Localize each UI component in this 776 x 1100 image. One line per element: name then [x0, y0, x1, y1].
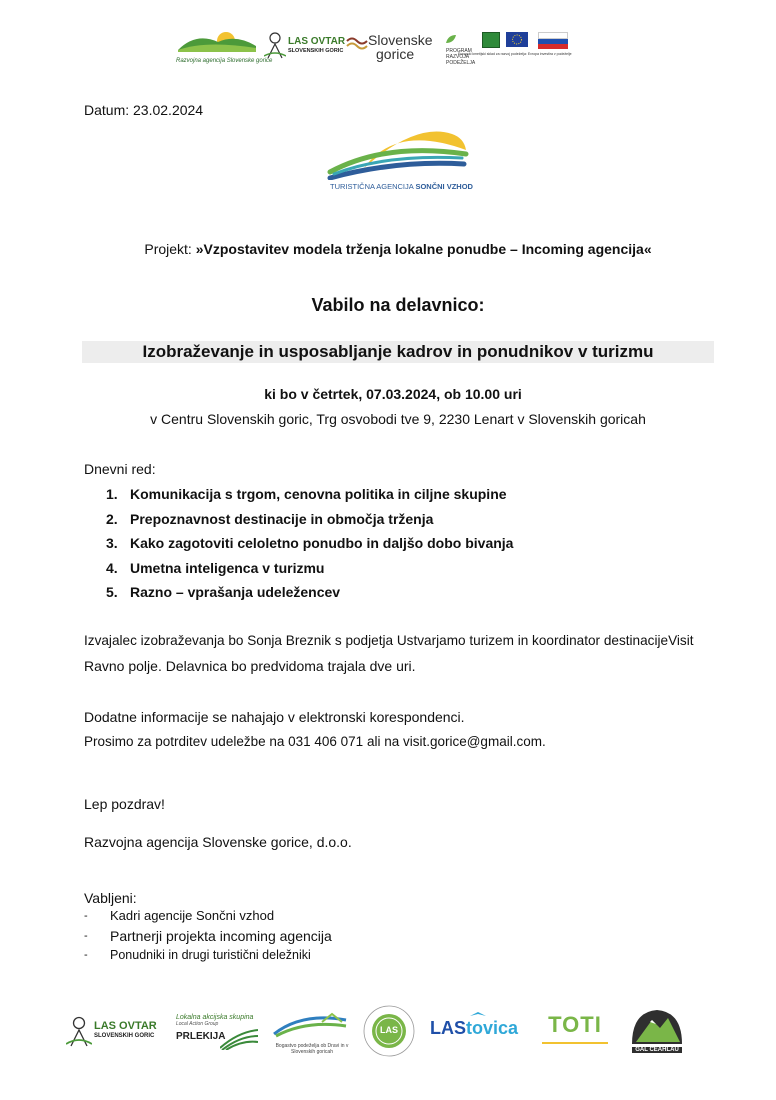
- swallow-icon: [470, 1012, 486, 1020]
- footer-las-ovtar-sub: SLOVENSKIH GORIC: [94, 1033, 155, 1039]
- project-line: [0, 240, 776, 258]
- greeting: Lep pozdrav!: [84, 796, 165, 812]
- toti-underline: [542, 1042, 608, 1044]
- signature: Razvojna agencija Slovenske gorice, d.o.o.: [84, 834, 352, 850]
- header-logos: [176, 26, 576, 66]
- slovenske-gorice-line1: Slovenske: [368, 32, 433, 48]
- sunrise-icon: [326, 128, 472, 180]
- invited-label: Vabljeni:: [84, 890, 137, 906]
- figure-icon: [264, 32, 286, 60]
- prlekija-logo: [176, 1014, 266, 1054]
- agenda-label: Dnevni red:: [84, 461, 156, 477]
- hills-icon: [176, 28, 258, 52]
- leaf-icon: [446, 35, 456, 43]
- agenda-item: [106, 485, 706, 510]
- agenda-item-num: 5.: [106, 584, 118, 600]
- ceahlau-text: GAL CEAHLĂU: [632, 1047, 682, 1053]
- invited-item-text: Ponudniki in drugi turistični deležniki: [110, 948, 311, 962]
- ra-slogan: Razvojna agencija Slovenske gorice: [176, 58, 273, 64]
- ra-slovenske-gorice-logo: [176, 28, 273, 64]
- agenda-item-num: 2.: [106, 510, 118, 527]
- program-text: PROGRAM RAZVOJA PODEŽELJA: [446, 48, 476, 66]
- agenda-item: [106, 583, 706, 608]
- agenda-item: [106, 534, 706, 559]
- drava-text: Bogastvo podeželja ob Dravi in v Slovenskih goricah: [275, 1043, 349, 1055]
- invitation-heading: Vabilo na delavnico:: [311, 295, 485, 315]
- agenda-item-num: 1.: [106, 486, 118, 502]
- prlekija-name: PRLEKIJA: [176, 1031, 226, 1042]
- confirm-line: Prosimo za potrditev udeležbe na 031 406 071 ali na visit.gorice@gmail.com.: [84, 734, 546, 749]
- slovenske-gorice-logo: [346, 30, 438, 62]
- footer-las-ovtar-logo: [66, 1016, 162, 1048]
- las-circle-text: LAS: [380, 1025, 398, 1035]
- invited-item: - Ponudniki in drugi turistični deležniki: [84, 946, 484, 966]
- project-label: Projekt:: [144, 241, 196, 257]
- las-ovtar-logo: [264, 32, 346, 62]
- agenda-item: [106, 559, 706, 584]
- prlekija-line2: Local Action Group: [176, 1021, 219, 1027]
- agency-logo: [326, 128, 472, 194]
- workshop-title: Izobraževanje in usposabljanje kadrov in ponudnikov v turizmu: [82, 341, 714, 363]
- event-when: ki bo v četrtek, 07.03.2024, ob 10.00 uri: [264, 386, 522, 402]
- las-ovtar-title: LAS OVTAR: [288, 36, 346, 47]
- toti-logo: [542, 1012, 608, 1052]
- lastovica-logo: [430, 1018, 530, 1046]
- leader-flag-icon: [482, 32, 500, 48]
- invited-item-text: Partnerji projekta incoming agencija: [110, 927, 332, 944]
- lecturer-line-1: Izvajalec izobraževanja bo Sonja Breznik s podjetja Ustvarjamo turizem in koordinator destinacijeVisit: [84, 633, 694, 648]
- slovenske-gorice-line2: gorice: [376, 46, 415, 62]
- info-line: Dodatne informacije se nahajajo v elektronski korespondenci.: [84, 709, 465, 725]
- lecturer-line-2: Ravno polje. Delavnica bo predvidoma trajala dve uri.: [84, 658, 416, 674]
- agenda-item-text: Komunikacija s trgom, cenovna politika in ciljne skupine: [130, 486, 507, 502]
- eu-flag-icon: [506, 32, 528, 47]
- ceahlau-logo: [626, 1006, 688, 1056]
- invited-list: [84, 907, 484, 966]
- waves-icon: [346, 36, 368, 50]
- agenda-item-text: Razno – vprašanja udeležencev: [130, 584, 341, 600]
- invited-item-text: Kadri agencije Sončni vzhod: [110, 908, 275, 923]
- footer-las-ovtar-title: LAS OVTAR: [94, 1020, 157, 1032]
- slovenia-flag-icon: [538, 32, 568, 47]
- las-circle-logo: [362, 1004, 416, 1058]
- furrows-icon: [220, 1028, 258, 1050]
- mountain-icon: [626, 1006, 688, 1046]
- toti-text: TOTI: [548, 1012, 602, 1037]
- agency-prefix: TURISTIČNA AGENCIJA: [330, 182, 416, 191]
- agenda-item: [106, 510, 706, 535]
- river-hills-icon: [272, 1010, 348, 1038]
- lastovica-prefix: LAS: [430, 1018, 466, 1038]
- project-title: »Vzpostavitev modela trženja lokalne ponudbe – Incoming agencija«: [195, 241, 652, 257]
- event-where: v Centru Slovenskih goric, Trg osvobodi tve 9, 2230 Lenart v Slovenskih goricah: [150, 411, 646, 427]
- agenda-item-text: Kako zagotoviti celoletno ponudbo in daljšo dobo bivanja: [130, 535, 514, 551]
- invited-item: - Kadri agencije Sončni vzhod: [84, 907, 484, 927]
- agenda-item-text: Umetna inteligenca v turizmu: [130, 559, 325, 576]
- agenda-list: [106, 485, 706, 608]
- date-line: Datum: 23.02.2024: [84, 102, 204, 118]
- prlekija-line1: Lokalna akcijska skupina: [176, 1014, 254, 1021]
- las-ovtar-sub: SLOVENSKIH GORIC: [288, 48, 344, 54]
- agenda-item-num: 4.: [106, 559, 118, 576]
- figure-icon: [66, 1016, 92, 1048]
- invited-item: - Partnerji projekta incoming agencija: [84, 927, 484, 947]
- eu-fund-text: Evropski kmetijski sklad za razvoj podeželja: Evropa investira v podeželje: [458, 52, 572, 56]
- agency-name: [330, 182, 473, 191]
- agenda-item-text: Prepoznavnost destinacije in območja trženja: [130, 510, 434, 527]
- footer-logos: [66, 1004, 696, 1064]
- lastovica-suffix: tovica: [466, 1018, 519, 1038]
- agenda-item-num: 3.: [106, 535, 118, 551]
- drava-logo: [272, 1010, 352, 1058]
- agency-name-bold: SONČNI VZHOD: [415, 182, 473, 191]
